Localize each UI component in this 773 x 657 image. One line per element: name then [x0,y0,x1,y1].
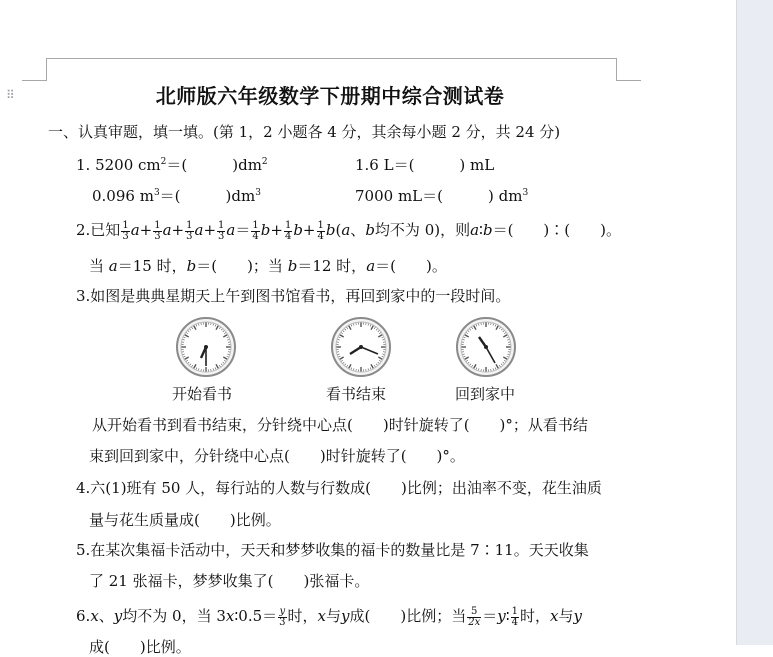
clock-icon [330,316,392,378]
section-1-heading: 一、认真审题，填一填。(第 1，2 小题各 4 分，其余每小题 2 分，共 24 分) [48,121,560,142]
q6-line-2-partial: 成( )比例。 [89,636,191,657]
q2-line-1: 2.已知 $\frac{1}{3}$ a+ $\frac{1}{3}$ a+ $\frac{1}{3}$ a+ $\frac{1}{3}$ a＝ $\frac{1}{4}$ b+ $\frac{1}{4}$ b+ $\frac{1}{4}$ b(a、b均不为 0)，则a∶b＝( )∶( )。 [76,219,621,242]
clock-icon [175,316,237,378]
page-top-rule [46,58,617,59]
page-corner-mark-left [22,58,47,81]
clock-label-home: 回到家中 [455,383,515,404]
drag-handle-icon[interactable]: ⠿ [6,92,16,110]
q4-line-2: 量与花生质量成( )比例。 [89,509,281,530]
q3-text: 3.如图是典典星期天上午到图书馆看书，再回到家中的一段时间。 [76,285,510,306]
q5-line-1: 5.在某次集福卡活动中，天天和梦梦收集的福卡的数量比是 7∶11。天天收集 [76,539,589,560]
clock-label-end: 看书结束 [326,383,386,404]
q1-item-a: 1. 5200 $cm^2=$( )$dm^2$ [76,154,268,175]
clock-icon [455,316,517,378]
page-corner-mark-right [616,58,641,81]
q6-line-1: 6.x、y均不为 0，当 3x∶0.5＝ $\frac{y}{3}$ 时，x与y成( )比例；当 $\frac{5}{2x}$ ＝y∶ $\frac{1}{4}$ 时，x与y [76,605,582,628]
q5-line-2: 了 21 张福卡，梦梦收集了( )张福卡。 [89,570,369,591]
right-scroll-gutter[interactable] [736,0,773,645]
q3-question-line-1: 从开始看书到看书结束，分针绕中心点( )时针旋转了( )°；从看书结 [92,414,588,435]
q4-line-1: 4.六(1)班有 50 人，每行站的人数与行数成( )比例；出油率不变，花生油质 [76,477,602,498]
q1-item-b: 1.6 L＝( ) mL [355,154,494,175]
clock-label-start: 开始看书 [172,383,232,404]
q2-line-2: 当 a＝15 时，b＝( )；当 b＝12 时，a＝( )。 [89,255,447,276]
q3-question-line-2: 束到回到家中，分针绕中心点( )时针旋转了( )°。 [89,445,465,466]
q1-item-d: 7000 mL＝( ) $dm^3$ [355,185,528,206]
document-title: 北师版六年级数学下册期中综合测试卷 [0,80,660,109]
q1-item-c: 0.096 $m^3=$( )$dm^3$ [92,185,261,206]
